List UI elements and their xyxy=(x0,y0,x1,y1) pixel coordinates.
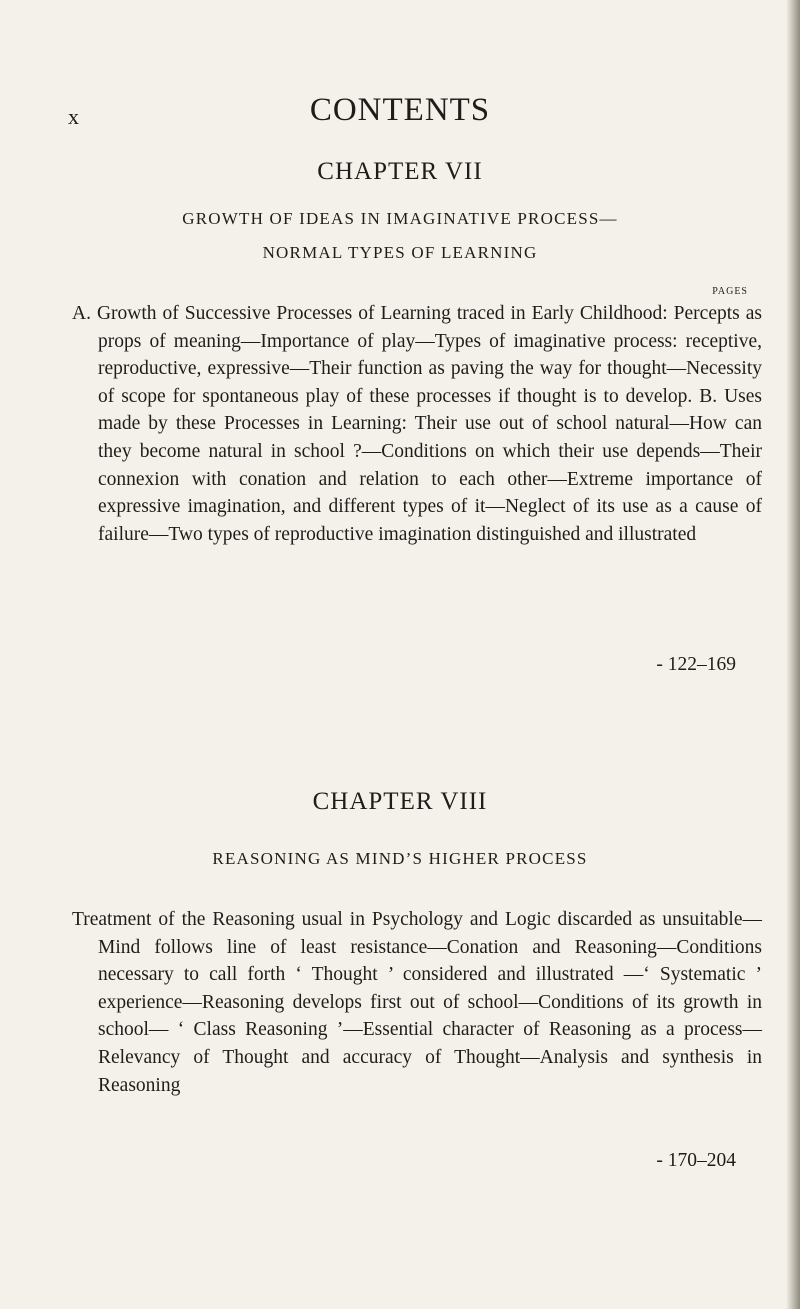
chapter-7-subtitle xyxy=(0,202,800,270)
chapter-7-pages: - 122–169 xyxy=(656,654,736,675)
chapter-7-subtitle-line-1: GROWTH OF IDEAS IN IMAGINATIVE PROCESS— xyxy=(182,209,618,228)
pages-column-label: PAGES xyxy=(712,286,748,297)
page-edge-shadow xyxy=(786,0,800,1309)
page-folio: x xyxy=(68,104,80,129)
chapter-8-pages: - 170–204 xyxy=(656,1150,736,1171)
running-title: CONTENTS xyxy=(309,92,491,128)
chapter-8-subtitle-line-1: REASONING AS MIND’S HIGHER PROCESS xyxy=(212,849,588,868)
chapter-8-summary: Treatment of the Reasoning usual in Psychology and Logic discarded as unsuitable—Mind follows line of least resistance—Conation and Reasoning—Conditions necessary to call forth ‘ Thought ’ considered and illustrated —‘ Systematic ’ experience—Reasoning develops first out of school—Conditions of its growth in school— ‘ Class Reasoning ’—Essential character of Reasoning as a process—Relevancy of Thought and accuracy of Thought—Analysis and synthesis in Reasoning xyxy=(72,909,762,1096)
chapter-7-subtitle-line-2: NORMAL TYPES OF LEARNING xyxy=(262,243,538,262)
chapter-8-subtitle xyxy=(0,842,800,876)
chapter-8-heading: CHAPTER VIII xyxy=(312,788,488,815)
running-head xyxy=(0,92,800,132)
chapter-7-heading: CHAPTER VII xyxy=(317,158,483,185)
chapter-7-summary: A. Growth of Successive Processes of Learning traced in Early Childhood: Percepts as props of meaning—Importance of play—Types of imaginative process: receptive, reproductive, expressive—Their function as paving the way for thought—Necessity of scope for spontaneous play of these processes if thought is to develop. B. Uses made by these Processes in Learning: Their use out of school natural—How can they become natural in school ?—Conditions on which their use depends—Their connexion with conation and relation to each other—Extreme importance of expressive imagination, and different types of it—Neglect of its use as a cause of failure—Two types of reproductive imagination distinguished and illustrated xyxy=(72,303,762,545)
